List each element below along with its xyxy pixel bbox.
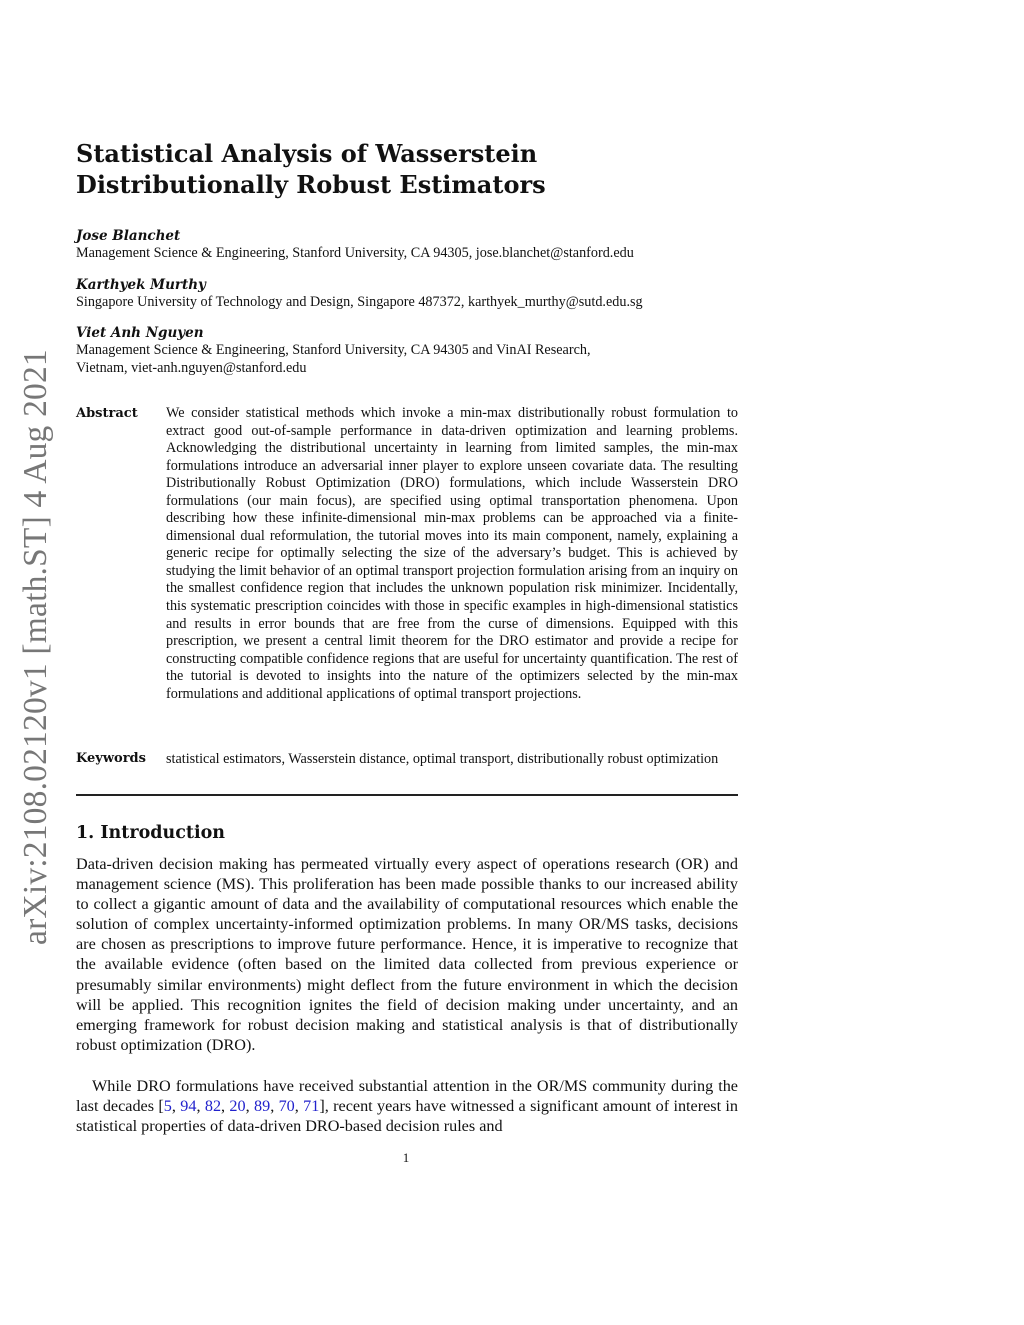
title-line-2: Distributionally Robust Estimators — [76, 170, 546, 199]
abstract-text: We consider statistical methods which invoke a min-max distributionally robust formulation to extract good out-of-sample performance in data-driven optimization and learning problems. Acknowledging the distributional uncertainty in learning from limited samples, the min-max formulations introduce an adversarial inner player to explore unseen covariate data. The resulting Distributionally Robust Optimization (DRO) formulations, which include Wasserstein DRO formulations (our main focus), are specified using optimal transportation phenomena. Upon describing how these infinite-dimensional min-max problems can be approached via a finite-dimensional dual reformulation, the tutorial moves into its main component, namely, explaining a generic recipe for optimally selecting the size of the adversary’s budget. This is achieved by studying the limit behavior of an optimal transport projection formulation arising from an inquiry on the smallest confidence region that includes the unknown population risk minimizer. Incidentally, this systematic prescription coincides with those in specific examples in high-dimensional statistics and results in error bounds that are free from the curse of dimensions. Equipped with this prescription, we present a central limit theorem for the DRO estimator and provide a recipe for constructing compatible confidence regions that are useful for uncertainty quantification. The rest of the tutorial is devoted to insights into the nature of the optimizers selected by the min-max formulations and additional applications of optimal transport projections. — [166, 405, 738, 702]
citation-link[interactable]: 70 — [278, 1097, 295, 1116]
citation-link[interactable]: 89 — [254, 1097, 271, 1116]
keywords-label: Keywords — [76, 751, 146, 766]
page-number: 1 — [402, 1150, 410, 1165]
author-name: Jose Blanchet — [76, 228, 181, 244]
author-name: Karthyek Murthy — [76, 277, 206, 293]
keywords-text: statistical estimators, Wasserstein distance, optimal transport, distributionally robust optimization — [166, 751, 719, 767]
citation-link[interactable]: 71 — [303, 1097, 320, 1116]
paragraph-text: While DRO formulations have received substantial attention in the OR/MS community during the last decades [ — [76, 1077, 738, 1116]
author-affiliation: Singapore University of Technology and Design, Singapore 487372, karthyek_murthy@sutd.edu.sg — [76, 294, 643, 310]
citation-link[interactable]: 20 — [229, 1097, 246, 1116]
paragraph-text: ], recent years have witnessed a significant amount of interest in statistical properties of data-driven DRO-based decision rules and — [76, 1097, 739, 1136]
author-affiliation: Management Science & Engineering, Stanford University, CA 94305, jose.blanchet@stanford.edu — [76, 245, 634, 261]
citation-link[interactable]: 94 — [180, 1097, 197, 1116]
paper-title — [76, 138, 756, 200]
section-heading: 1. Introduction — [76, 823, 225, 843]
intro-paragraph-2: While DRO formulations have received substantial attention in the OR/MS community during the last decades [5, 94, 82, 20, 89, 70, 71], recent years have witnessed a significant amount of interest in statistical properties of data-driven DRO-based decision rules and — [76, 1077, 739, 1136]
author-affiliation-line-1: Management Science & Engineering, Stanford University, CA 94305 and VinAI Research, — [76, 342, 591, 358]
abstract-label: Abstract — [76, 406, 138, 421]
title-line-1: Statistical Analysis of Wasserstein — [76, 139, 538, 168]
author-name: Viet Anh Nguyen — [76, 325, 204, 341]
section-divider — [76, 794, 738, 796]
author-block-3 — [76, 324, 756, 377]
citation-link[interactable]: 82 — [204, 1097, 222, 1116]
arxiv-identifier-stamp: arXiv:2108.02120v1 [math.ST] 4 Aug 2021 — [17, 349, 54, 945]
author-affiliation-line-2: Vietnam, viet-anh.nguyen@stanford.edu — [76, 359, 307, 376]
author-block-1 — [76, 227, 756, 263]
intro-paragraph-1: Data-driven decision making has permeated virtually every aspect of operations research (OR) and management science (MS). This proliferation has been made possible thanks to our increased ability to collect a gigantic amount of data and the availability of computational resources which enable the solution of complex uncertainty-informed optimization problems. In many OR/MS tasks, decisions are chosen as prescriptions to improve future performance. Hence, it is imperative to recognize that the available evidence (often based on the limited data collected from previous experience or presumably similar environments) might deflect from the future environment in which the decision will be applied. This recognition ignites the field of decision making under uncertainty, and an emerging framework for robust decision making and statistical analysis is that of distributionally robust optimization (DRO). — [76, 855, 738, 1054]
citation-link[interactable]: 5 — [163, 1097, 172, 1116]
author-block-2 — [76, 276, 756, 312]
